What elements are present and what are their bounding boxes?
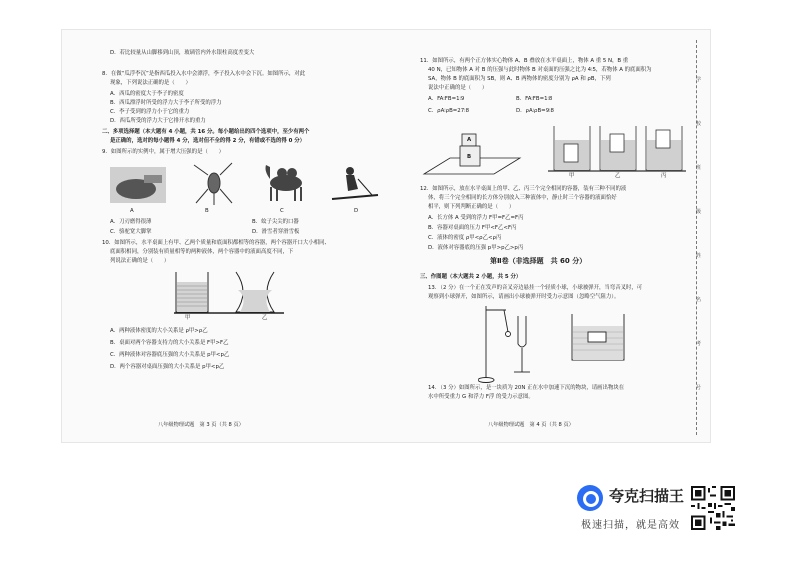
fold-word: 级 <box>696 209 702 215</box>
q8-option-b: B．西瓜漂浮时所受的浮力大于李子所受的浮力 <box>110 100 222 106</box>
fold-word: 考 <box>696 341 702 347</box>
q9-figures <box>110 161 400 207</box>
q12-label-jia: 甲 <box>569 173 575 179</box>
q9-option-c: C．骆驼宽大脚掌 <box>110 229 152 235</box>
binding-margin <box>692 40 706 435</box>
q9-option-b: B．蚊子尖尖的口器 <box>252 219 299 225</box>
section3-title: 三、作图题（本大题共 2 小题，共 5 分） <box>420 274 522 280</box>
page-3-footer: 八年级物理试题 第 3 页（共 8 页） <box>158 422 244 428</box>
q11-option-b: B．FA∶FB=1∶8 <box>516 96 553 102</box>
q12-label-yi: 乙 <box>615 173 621 179</box>
q12-stem-2: 体，将三个完全相同的长方体分别放入三种液体中，静止时三个容器的液面恰好 <box>428 195 617 201</box>
q8-stem-2: 现象，下列说法正确的是（ ） <box>110 80 191 86</box>
fold-word: 名 <box>696 297 702 303</box>
watermark-slogan: 极速扫描，就是高效 <box>581 520 680 531</box>
q12-option-d: D．液体对容器底的压强 p甲>p乙>p丙 <box>428 245 524 251</box>
q11-q12-figures <box>420 122 690 180</box>
q13-text-1: 13．（2 分）在一个正在发声的音叉旁边悬挂一个轻质小球，小球被弹开，当弯音叉时，可 <box>428 285 643 291</box>
section2-title-1: 二、多项选择题（本大题有 4 小题，共 16 分。每小题给出的四个选项中，至少有两个 <box>102 129 310 135</box>
q12-option-a: A．长方体 A 受到的浮力 F甲=F乙=F丙 <box>428 215 524 221</box>
q8-option-d: D．西瓜所受的浮力大于它排开水的重力 <box>110 118 206 124</box>
q8-stem-1: 8．在做“瓜浮李沉”是指西瓜投入水中会漂浮，李子投入水中会下沉。如图所示，对此 <box>102 71 306 77</box>
page-4-footer: 八年级物理试题 第 4 页（共 8 页） <box>488 422 574 428</box>
q11-block-a-label: A <box>467 137 472 143</box>
fold-word: 校 <box>696 121 702 127</box>
fold-word: 号 <box>696 385 702 391</box>
q11-stem-1: 11．如图所示，有两个正方体实心物体 A、B 叠放在水平桌面上，物体 A 重 5 N，B 重 <box>420 58 629 64</box>
q13-q14-figures <box>478 302 678 388</box>
knife-image <box>110 167 166 203</box>
section2-title-2: 是正确的，选对的每小题得 4 分，选对但不全的得 2 分，有错或不选的得 0 分） <box>110 138 306 144</box>
q9-stem: 9．如图所示的实例中，属于增大压强的是（ ） <box>102 149 225 155</box>
q12-option-c: C．液体的密度 ρ甲<ρ乙<ρ丙 <box>428 235 502 241</box>
q10-stem-3: 列说法正确的是（ ） <box>110 258 170 264</box>
camel-image <box>266 165 303 201</box>
exam-sheet <box>62 30 710 442</box>
part2-title: 第Ⅱ卷（非选择题 共 60 分） <box>490 257 587 265</box>
q9-label-a: A <box>130 208 134 214</box>
q10-containers-figure <box>174 268 304 322</box>
q9-label-b: B <box>205 208 209 214</box>
qr-code-icon <box>691 486 735 530</box>
q13-text-2: 观察到小球弹开，如图所示，请画出小球被弹开时受力示意图（忽略空气阻力）。 <box>428 294 620 300</box>
q7-option-d: D．若比较量从山脚移到山顶，玻璃管内外水银柱高度差变大 <box>110 50 255 56</box>
q11-option-c: C．ρA∶ρB=27∶8 <box>428 108 469 114</box>
q8-option-c: C．李子受到的浮力小于它的重力 <box>110 109 190 115</box>
mosquito-image <box>194 163 232 205</box>
fold-dashed-line <box>696 40 697 435</box>
watermark-brand: 夸克扫描王 <box>609 487 685 505</box>
q9-option-d: D．滑雪者穿滑雪板 <box>252 229 300 235</box>
q12-label-bing: 丙 <box>661 173 667 179</box>
q10-option-c: C．两种液体对容器底压强的大小关系是 p甲<p乙 <box>110 352 230 358</box>
q11-stem-4: 说法中正确的是（ ） <box>428 85 488 91</box>
fold-word: 班 <box>696 165 702 171</box>
q8-option-a: A．西瓜的密度大于李子的密度 <box>110 91 184 97</box>
q14-text-2: 水中所受重力 G 和浮力 F浮 的受力示意图。 <box>428 394 534 400</box>
q11-option-a: A．FA∶FB=1∶9 <box>428 96 465 102</box>
q10-option-b: B．桌面对两个容器支持力的大小关系是 F甲>F乙 <box>110 340 229 346</box>
q12-stem-1: 12．如图所示，放在水平桌面上的甲、乙、丙三个完全相同的容器，装有三种不同的液 <box>420 186 627 192</box>
q10-option-a: A．两种液体密度的大小关系是 ρ甲>ρ乙 <box>110 328 208 334</box>
q11-option-d: D．ρA∶ρB=9∶8 <box>516 108 554 114</box>
skier-image <box>332 167 378 199</box>
q12-stem-3: 相平，则下列判断正确的是（ ） <box>428 204 515 210</box>
fold-word: 姓 <box>696 253 702 259</box>
q9-option-a: A．刀刃磨得很薄 <box>110 219 152 225</box>
q11-stem-3: SA，物体 B 的底面积为 SB，则 A、B 两物体的密度分别为 ρA 和 ρB，下列 <box>428 76 611 82</box>
q9-label-d: D <box>354 208 359 214</box>
q11-block-b-label: B <box>467 154 472 160</box>
q10-stem-1: 10．如图所示，水平桌面上有甲、乙两个质量和底面积都相等的容器，两个容器开口大小相同、 <box>102 240 330 246</box>
q12-option-b: B．容器对桌面的压力 F甲<F乙<F丙 <box>428 225 517 231</box>
q10-label-yi: 乙 <box>262 315 268 321</box>
q11-stem-2: 40 N，已知物体 A 对 B 的压强与此时物体 B 对桌面的压强之比为 4∶5，若物体 A 的底面积为 <box>428 67 652 73</box>
q10-stem-2: 底面积相同，分别装有质量相等的两种液体，两个容器中的液面高度不同，下 <box>110 249 294 255</box>
q10-label-jia: 甲 <box>185 315 191 321</box>
fold-word: 学 <box>696 77 702 83</box>
q9-label-c: C <box>280 208 284 214</box>
quark-logo-icon <box>577 485 603 511</box>
q10-option-d: D．两个容器对桌面压强的大小关系是 p甲<p乙 <box>110 364 225 370</box>
q14-text-1: 14．（3 分）如图所示，是一块质为 20N 正在水中加速下沉的物块，请画出物块在 <box>428 385 625 391</box>
